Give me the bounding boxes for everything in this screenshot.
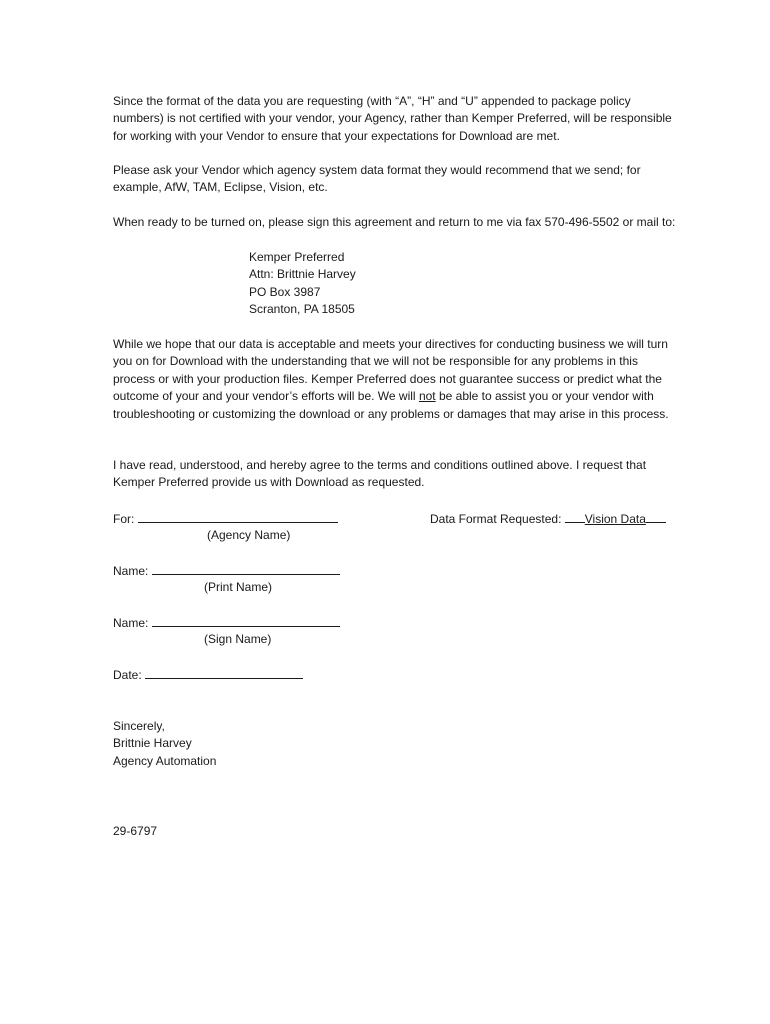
sign-name-field[interactable] <box>152 614 340 627</box>
closing-signer-name: Brittnie Harvey <box>113 736 192 751</box>
paragraph-format-notice: Since the format of the data you are requesting (with “A”, “H” and “U” appended to package policy numbers) is not certified with your vendor, your Agency, rather than Kemper Preferred, will be responsible for working with your Vendor to ensure that your expectations for Download are met. <box>113 94 672 143</box>
date-field[interactable] <box>145 666 303 679</box>
paragraph-return-instructions: When ready to be turned on, please sign this agreement and return to me via fax 570-496-5502 or mail to: <box>113 215 676 229</box>
data-format-row <box>430 510 666 528</box>
address-line-company: Kemper Preferred <box>249 250 345 264</box>
sign-name-label: Name: <box>113 616 149 630</box>
data-format-label: Data Format Requested: <box>430 512 562 526</box>
closing-block <box>113 718 216 770</box>
data-format-underline-tail <box>646 510 666 523</box>
address-line-attention: Attn: Brittnie Harvey <box>249 267 356 282</box>
sign-name-caption: (Sign Name) <box>204 632 272 646</box>
paragraph-liability-disclaimer <box>113 336 683 423</box>
print-name-label: Name: <box>113 564 149 578</box>
agency-name-field[interactable] <box>138 510 338 523</box>
agency-name-caption: (Agency Name) <box>207 528 291 542</box>
print-name-row <box>113 562 340 580</box>
print-name-field[interactable] <box>152 562 340 575</box>
agency-name-row <box>113 510 338 528</box>
sign-name-row <box>113 614 340 632</box>
document-number: 29-6797 <box>113 824 158 838</box>
mailing-address <box>249 249 356 319</box>
address-line-po-box: PO Box 3987 <box>249 284 321 299</box>
disclaimer-text-end: be able to assist you or your vendor with troubleshooting or customizing the download or any problems or damages that may arise in this process. <box>113 389 669 421</box>
paragraph-agreement: I have read, understood, and hereby agree to the terms and conditions outlined above. I request that Kemper Preferred provide us with Download as requested. <box>113 458 647 490</box>
paragraph-vendor-request: Please ask your Vendor which agency system data format they would recommend that we send; for example, AfW, TAM, Eclipse, Vision, etc. <box>113 163 641 195</box>
date-label: Date: <box>113 668 142 682</box>
disclaimer-text-start: While we hope that our data is acceptable and meets your directives for conducting business we will turn you on for Download with the understanding that we will not be responsible for any problems in this process or with your production files. Kemper Preferred does not guarantee success or predict what the outcome of your and your vendor’s efforts will be. We will <box>113 337 668 404</box>
data-format-underline-lead <box>565 510 585 523</box>
for-label: For: <box>113 512 135 526</box>
closing-salutation: Sincerely, <box>113 719 165 733</box>
address-line-city: Scranton, PA 18505 <box>249 302 355 317</box>
data-format-value[interactable]: Vision Data <box>584 512 646 526</box>
date-row <box>113 666 303 684</box>
print-name-caption: (Print Name) <box>204 580 273 594</box>
closing-department: Agency Automation <box>113 753 217 768</box>
disclaimer-emphasis: not <box>418 389 436 404</box>
